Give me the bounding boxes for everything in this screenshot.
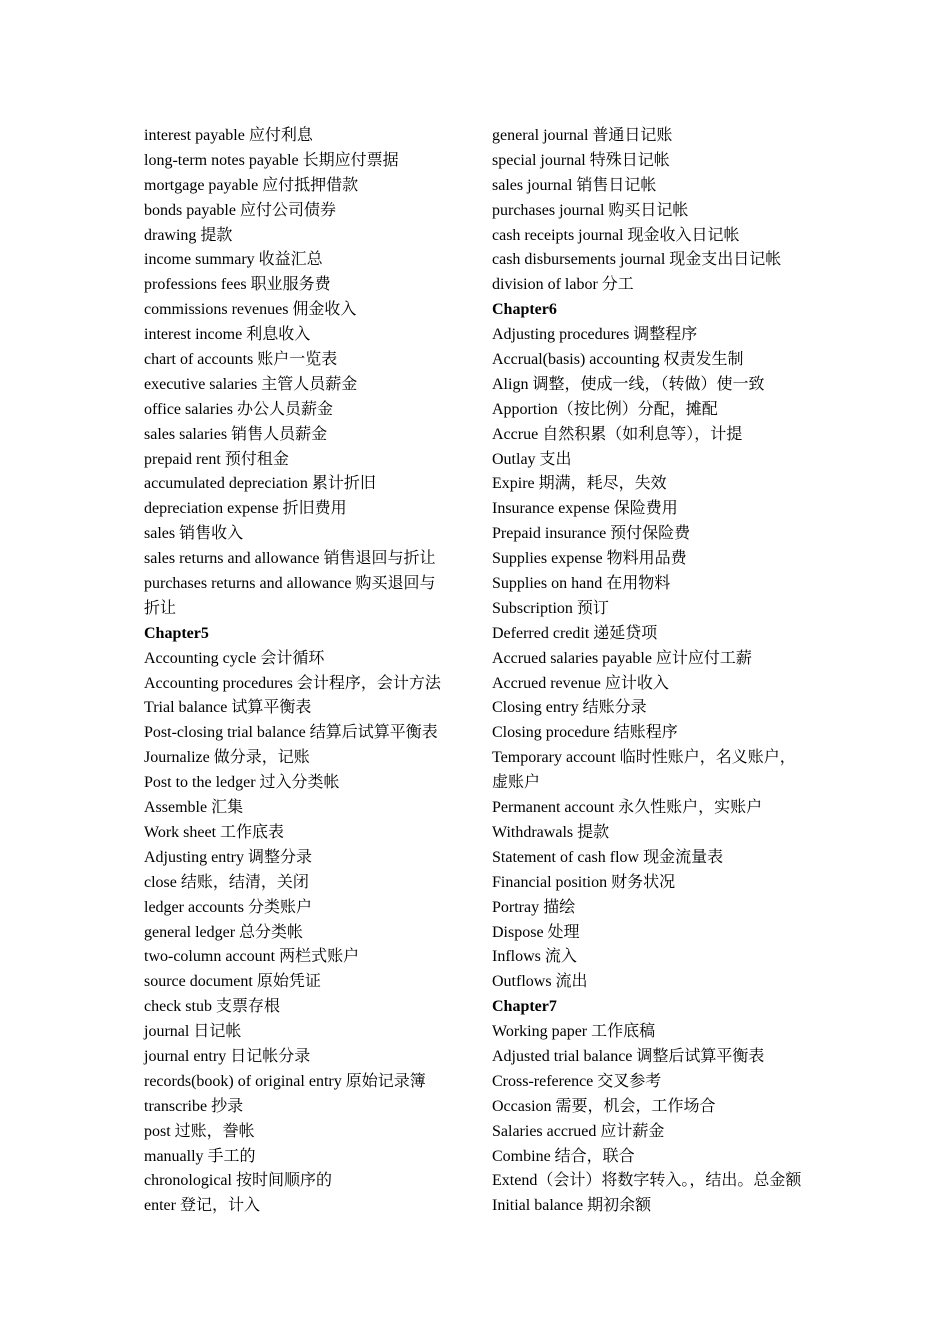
glossary-entry: income summary 收益汇总: [144, 251, 323, 269]
glossary-entry: professions fees 职业服务费: [144, 276, 331, 294]
glossary-entry: sales 销售收入: [144, 525, 244, 543]
glossary-entry: purchases returns and allowance 购买退回与: [144, 575, 436, 593]
glossary-entry: Adjusted trial balance 调整后试算平衡表: [492, 1047, 765, 1065]
glossary-entry: Financial position 财务状况: [492, 873, 676, 891]
chapter-heading: Chapter5: [144, 624, 209, 642]
glossary-entry: Salaries accrued 应计薪金: [492, 1122, 665, 1140]
glossary-entry: Trial balance 试算平衡表: [144, 699, 312, 717]
glossary-entry: sales journal 销售日记帐: [492, 176, 657, 194]
glossary-entry: Accrue 自然积累（如利息等），计提: [492, 425, 743, 443]
glossary-entry: drawing 提款: [144, 226, 233, 244]
glossary-entry: Apportion（按比例）分配，摊配: [492, 400, 718, 418]
glossary-entry: Expire 期满，耗尽，失效: [492, 475, 667, 493]
glossary-entry: Supplies expense 物料用品费: [492, 550, 687, 568]
glossary-entry: Accrual(basis) accounting 权责发生制: [492, 351, 744, 369]
glossary-entry: Withdrawals 提款: [492, 823, 610, 841]
glossary-entry: division of labor 分工: [492, 276, 634, 294]
glossary-entry: general journal 普通日记账: [492, 127, 673, 144]
glossary-entry: mortgage payable 应付抵押借款: [144, 176, 359, 194]
glossary-entry: two-column account 两栏式账户: [144, 948, 360, 966]
glossary-entry: Dispose 处理: [492, 923, 580, 941]
glossary-entry: Statement of cash flow 现金流量表: [492, 848, 724, 866]
glossary-entry: sales returns and allowance 销售退回与折让: [144, 550, 436, 568]
glossary-entry: Accounting procedures 会计程序，会计方法: [144, 674, 441, 692]
glossary-entry: Occasion 需要，机会，工作场合: [492, 1097, 716, 1115]
glossary-entry: office salaries 办公人员薪金: [144, 400, 333, 418]
glossary-entry: chart of accounts 账户一览表: [144, 351, 338, 369]
glossary-entry: general ledger 总分类帐: [144, 923, 304, 941]
glossary-entry: ledger accounts 分类账户: [144, 898, 312, 916]
glossary-entry: Outflows 流出: [492, 973, 588, 991]
glossary-entry: chronological 按时间顺序的: [144, 1172, 332, 1190]
glossary-entry: Combine 结合，联合: [492, 1147, 635, 1165]
glossary-entry: Temporary account 临时性账户，名义账户，: [492, 749, 796, 767]
right-column: [492, 124, 822, 1219]
glossary-entry: source document 原始凭证: [144, 973, 321, 991]
glossary-entry: Portray 描绘: [492, 898, 576, 916]
left-column: [144, 124, 474, 1219]
glossary-entry: Work sheet 工作底表: [144, 823, 285, 841]
glossary-entry: bonds payable 应付公司债券: [144, 201, 336, 219]
glossary-entry: interest payable 应付利息: [144, 127, 313, 144]
glossary-entry: Outlay 支出: [492, 450, 572, 468]
glossary-entry: Adjusting entry 调整分录: [144, 848, 312, 866]
glossary-entry: Post to the ledger 过入分类帐: [144, 774, 340, 792]
glossary-entry: manually 手工的: [144, 1147, 256, 1165]
glossary-entry: post 过账，誊帐: [144, 1122, 255, 1140]
glossary-entry: cash disbursements journal 现金支出日记帐: [492, 251, 782, 269]
glossary-entry: long-term notes payable 长期应付票据: [144, 151, 399, 169]
chapter-heading: Chapter7: [492, 998, 557, 1016]
glossary-entry: Initial balance 期初余额: [492, 1197, 652, 1215]
glossary-entry: enter 登记，计入: [144, 1197, 260, 1215]
glossary-entry: Accounting cycle 会计循环: [144, 649, 325, 667]
glossary-entry: journal entry 日记帐分录: [144, 1047, 311, 1065]
glossary-entry: records(book) of original entry 原始记录簿: [144, 1072, 426, 1090]
glossary-entry: depreciation expense 折旧费用: [144, 500, 347, 518]
glossary-entry: Prepaid insurance 预付保险费: [492, 525, 691, 543]
glossary-entry: Inflows 流入: [492, 948, 577, 966]
glossary-entry: Post-closing trial balance 结算后试算平衡表: [144, 724, 438, 742]
glossary-entry: special journal 特殊日记帐: [492, 151, 670, 169]
glossary-entry: cash receipts journal 现金收入日记帐: [492, 226, 740, 244]
glossary-entry: 折让: [144, 599, 177, 617]
glossary-entry: Closing procedure 结账程序: [492, 724, 678, 742]
glossary-entry: accumulated depreciation 累计折旧: [144, 475, 376, 493]
glossary-entry: Supplies on hand 在用物料: [492, 575, 671, 593]
glossary-entry: Extend（会计）将数字转入。，结出。总金额: [492, 1172, 802, 1190]
glossary-entry: close 结账，结清，关闭: [144, 873, 309, 891]
glossary-entry: interest income 利息收入: [144, 326, 311, 344]
glossary-entry: Permanent account 永久性账户，实账户: [492, 799, 763, 817]
glossary-entry: Subscription 预订: [492, 599, 609, 617]
glossary-entry: Assemble 汇集: [144, 799, 244, 817]
glossary-entry: Insurance expense 保险费用: [492, 500, 678, 518]
glossary-entry: sales salaries 销售人员薪金: [144, 425, 328, 443]
chapter-heading: Chapter6: [492, 301, 557, 319]
glossary-entry: Deferred credit 递延贷项: [492, 624, 658, 642]
glossary-entry: Adjusting procedures 调整程序: [492, 326, 698, 344]
glossary-entry: Align 调整，使成一线，（转做）使一致: [492, 375, 765, 393]
glossary-entry: executive salaries 主管人员薪金: [144, 375, 358, 393]
glossary-entry: Accrued revenue 应计收入: [492, 674, 669, 692]
glossary-entry: commissions revenues 佣金收入: [144, 301, 357, 319]
glossary-entry: transcribe 抄录: [144, 1097, 244, 1115]
glossary-entry: Accrued salaries payable 应计应付工薪: [492, 649, 752, 667]
glossary-entry: Journalize 做分录，记账: [144, 749, 310, 767]
glossary-entry: prepaid rent 预付租金: [144, 450, 289, 468]
glossary-entry: check stub 支票存根: [144, 998, 280, 1016]
glossary-entry: journal 日记帐: [144, 1023, 242, 1041]
glossary-entry: Working paper 工作底稿: [492, 1023, 656, 1041]
glossary-entry: purchases journal 购买日记帐: [492, 201, 689, 219]
glossary-entry: Closing entry 结账分录: [492, 699, 647, 717]
glossary-entry: Cross-reference 交叉参考: [492, 1072, 662, 1090]
glossary-entry: 虚账户: [492, 774, 541, 792]
